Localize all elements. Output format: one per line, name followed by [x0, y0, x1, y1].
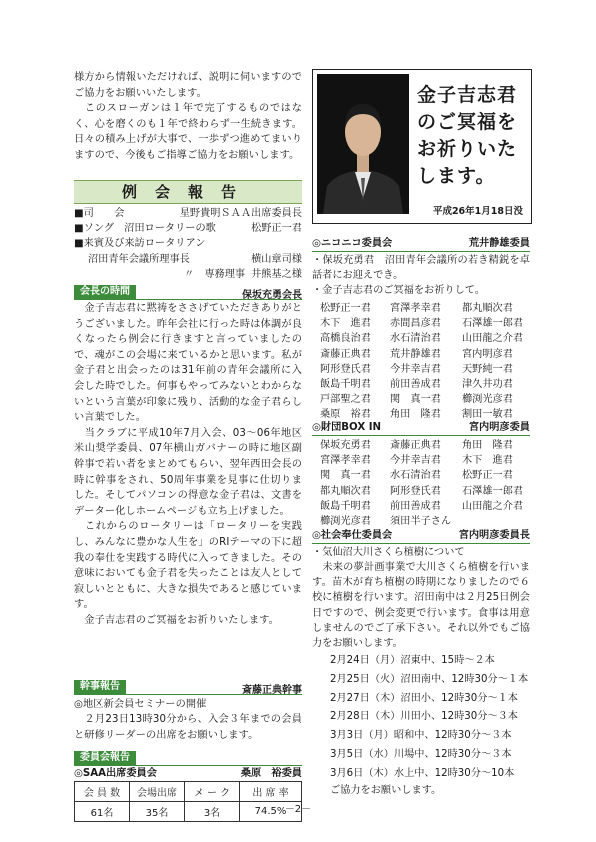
niko-name: 荒井静雄委員: [468, 238, 530, 249]
guest-name: 横山章司様: [251, 254, 302, 265]
chair-row: [74, 206, 302, 221]
memorial-title-line: お祈りいた: [417, 138, 518, 160]
president-text: 金子吉志君に黙祷をささげていただきありがとうございました。昨年会社に行った時は体調が良くなったら例会に行きますと言っていましたので、魂がこの会場に来ているかと思います。私が金子君と出会ったのは31年前の青年会議所に入会した時でした。何事もやってみないとわからないという言葉が印象に残り、活動的な金子君らしい言葉でした。 当クラブに平成10年7月入会、03～06年地区米山奨学委員、07年横山ガバナーの時に地区副幹事で若い者をまとめてもらい、翌年西田会長の時に幹事をされ、50周年事業を見事に仕切りました。そしてパソコンの得意な金子君は、文書をデーター化しホームページも立ち上げました。 これからのロータリーは「ロータリーを実践し、みんなに豊かな人生を」のRIテーマの下に超我の奉仕を実践する時代に入ってきました。その意味においても金子君を失ったことは友人として寂しいとともに、大きな損失であると感じています。 金子吉志君のご冥福をお祈りいたします。: [74, 303, 302, 626]
secretary-text: ２月23日13時30分から、入会３年までの会員と研修リーダーの出席をお願いします。: [74, 714, 302, 741]
member-name: 角田 隆君: [390, 409, 441, 421]
memorial-date: 平成26年1月18日没: [432, 206, 523, 217]
schedule-item: 3月3日（月）昭和中、12時30分～３本: [330, 730, 512, 742]
portrait-illustration: [317, 74, 409, 214]
closing-text: ご協力をお願いします。: [330, 785, 442, 796]
saa-row: [74, 766, 302, 781]
schedule-item: 3月6日（木）水上中、12時30分～10本: [330, 767, 515, 779]
social-item: ・気仙沼大川さくら植樹について: [312, 547, 465, 558]
president-tag: 会長の時間: [74, 285, 136, 299]
member-name: 宮澤孝幸君: [320, 455, 371, 467]
schedule-item: 3月5日（水）川場中、12時30分～３本: [330, 749, 512, 760]
memorial-box: [312, 69, 532, 224]
member-name: 天野純一君: [462, 363, 513, 375]
saa-name: 桑原 裕委員: [240, 768, 302, 779]
member-name: 宮澤孝幸君: [390, 303, 441, 314]
niko-title: ◎ニコニコ委員会: [312, 238, 393, 249]
song-label: ■ソング 沼田ロータリーの歌: [74, 223, 216, 234]
cell: 3名: [185, 802, 240, 822]
niko-header: [312, 236, 530, 252]
member-name: 櫛渕光彦君: [320, 516, 371, 527]
member-name: 飯島千明君: [320, 500, 371, 512]
slogan-text: このスローガンは１年で完了するものではなく、心を磨くのも１年で終わらず一生続きます。日々の積み上げが大事で、一歩ずつ進めてまいりますので、今後もご指導ご協力をお願いします。: [74, 103, 302, 161]
social-header: [312, 528, 530, 544]
member-name: 木下 進君: [320, 318, 371, 330]
song-value: 松野正一君: [251, 223, 302, 234]
memorial-title-line: 金子吉志君: [417, 84, 518, 106]
niko-name-grid: [312, 299, 530, 419]
member-name: 関 真一君: [390, 394, 441, 406]
member-name: 斎藤正典君: [390, 440, 441, 451]
member-name: 水石清治君: [390, 333, 441, 345]
member-name: 高橋良治君: [320, 333, 371, 345]
member-name: 戸部聖之君: [320, 394, 371, 406]
guests-label: ■来賓及び来訪ロータリアン: [74, 238, 206, 249]
guest-org: 〃 専務理事: [184, 269, 246, 280]
page-number: －2－: [284, 804, 312, 815]
cell: 35名: [130, 802, 185, 822]
chair-label: ■司 会: [74, 208, 125, 219]
secretary-item: ◎地区新会員セミナーの開催: [74, 699, 207, 710]
niko-item: ・保坂充勇君 沼田青年会議所の若き精鋭を卓話者にお迎えでき。: [312, 255, 530, 282]
guest-name: 井熊基之様: [251, 269, 302, 280]
president-name: 保坂充勇会長: [242, 290, 302, 301]
member-name: 割田一敏君: [462, 409, 513, 421]
member-name: 阿形登氏君: [390, 485, 441, 497]
member-name: 今井幸吉君: [390, 455, 441, 467]
cell: 61名: [75, 802, 130, 822]
table-header-row: [75, 782, 302, 802]
cell: 74.5%: [240, 802, 302, 822]
member-name: 櫛渕光彦君: [462, 394, 513, 406]
member-name: 山田龍之介君: [462, 500, 524, 512]
member-name: 宮内明彦君: [462, 348, 513, 360]
member-name: 石澤雄一郎君: [462, 318, 524, 330]
member-name: 関 真一君: [320, 470, 371, 482]
member-name: 赤間昌彦君: [390, 318, 441, 330]
member-name: 都丸順次君: [320, 485, 371, 497]
member-name: 阿形登氏君: [320, 363, 371, 375]
social-text: 未来の夢計画事業で大川さくら植樹を行います。苗木が育ち植樹の時期になりましたので６校に植樹を行います。沼田南中は２月25日例会日ですので、例会変更で行います。食事は用意しませんのでご了承下さい。それ以外でもご協力をお願いします。: [312, 562, 530, 650]
member-name: 津久井功君: [462, 379, 513, 390]
member-name: 前田善成君: [390, 500, 441, 512]
guest-org: 沼田青年会議所理事長: [88, 254, 190, 265]
meeting-report-banner: 例会報告: [74, 180, 302, 204]
intro-text: 様方から情報いただければ、説明に伺いますのでご協力をお願いいたします。: [74, 72, 302, 99]
box-name: 宮内明彦委員: [468, 422, 530, 433]
member-name: 飯島千明君: [320, 379, 371, 390]
chair-value: 星野貴明ＳＡＡ出席委員長: [179, 208, 302, 219]
saa-title: ◎SAA出席委員会: [74, 768, 157, 779]
schedule-item: 2月28日（木）川田小、12時30分～３本: [330, 711, 518, 723]
header-cell: メ ー ク: [185, 782, 240, 802]
member-name: 松野正一君: [320, 303, 371, 314]
member-name: 桑原 裕君: [320, 409, 371, 421]
memorial-title-line: します。: [417, 165, 496, 187]
secretary-name: 斎藤正典幹事: [242, 685, 302, 696]
schedule-item: 2月25日（火）沼田南中、12時30分～１本: [330, 673, 529, 685]
member-name: 保坂充勇君: [320, 440, 371, 451]
member-name: 松野正一君: [462, 470, 513, 482]
social-title: ◎社会奉仕委員会: [312, 530, 393, 541]
member-name: 水石清治君: [390, 470, 441, 482]
schedule-item: 2月24日（月）沼東中、15時～２本: [330, 655, 495, 666]
member-name: 今井幸吉君: [390, 363, 441, 375]
member-name: 都丸順次君: [462, 303, 513, 314]
niko-item: ・金子吉志君のご冥福をお祈りして。: [312, 285, 485, 296]
member-name: 角田 隆君: [462, 440, 513, 451]
memorial-title-line: のご冥福を: [417, 111, 518, 133]
member-name: 荒井静雄君: [390, 348, 441, 360]
member-name: 前田善成君: [390, 379, 441, 390]
box-title: ◎財団BOX IN: [312, 422, 382, 433]
box-name-grid: [312, 436, 530, 528]
member-name: 須田半子さん: [390, 516, 452, 527]
member-name: 石澤雄一郎君: [462, 485, 524, 497]
secretary-tag: 幹事報告: [74, 680, 126, 694]
member-name: 木下 進君: [462, 455, 513, 467]
guests-row: [74, 236, 302, 251]
header-cell: 会場出席: [130, 782, 185, 802]
header-cell: 出 席 率: [240, 782, 302, 802]
header-cell: 会 員 数: [75, 782, 130, 802]
portrait-photo: [317, 74, 409, 214]
guest-row: [74, 267, 302, 282]
member-name: 山田龍之介君: [462, 333, 524, 345]
member-name: 斎藤正典君: [320, 348, 371, 360]
committee-tag: 委員会報告: [74, 751, 136, 765]
guest-row: [74, 252, 302, 267]
social-name: 宮内明彦委員長: [458, 530, 530, 541]
memorial-title: [417, 82, 527, 190]
box-header: [312, 420, 530, 436]
song-row: [74, 221, 302, 236]
schedule-item: 2月27日（木）沼田小、12時30分～１本: [330, 692, 518, 704]
